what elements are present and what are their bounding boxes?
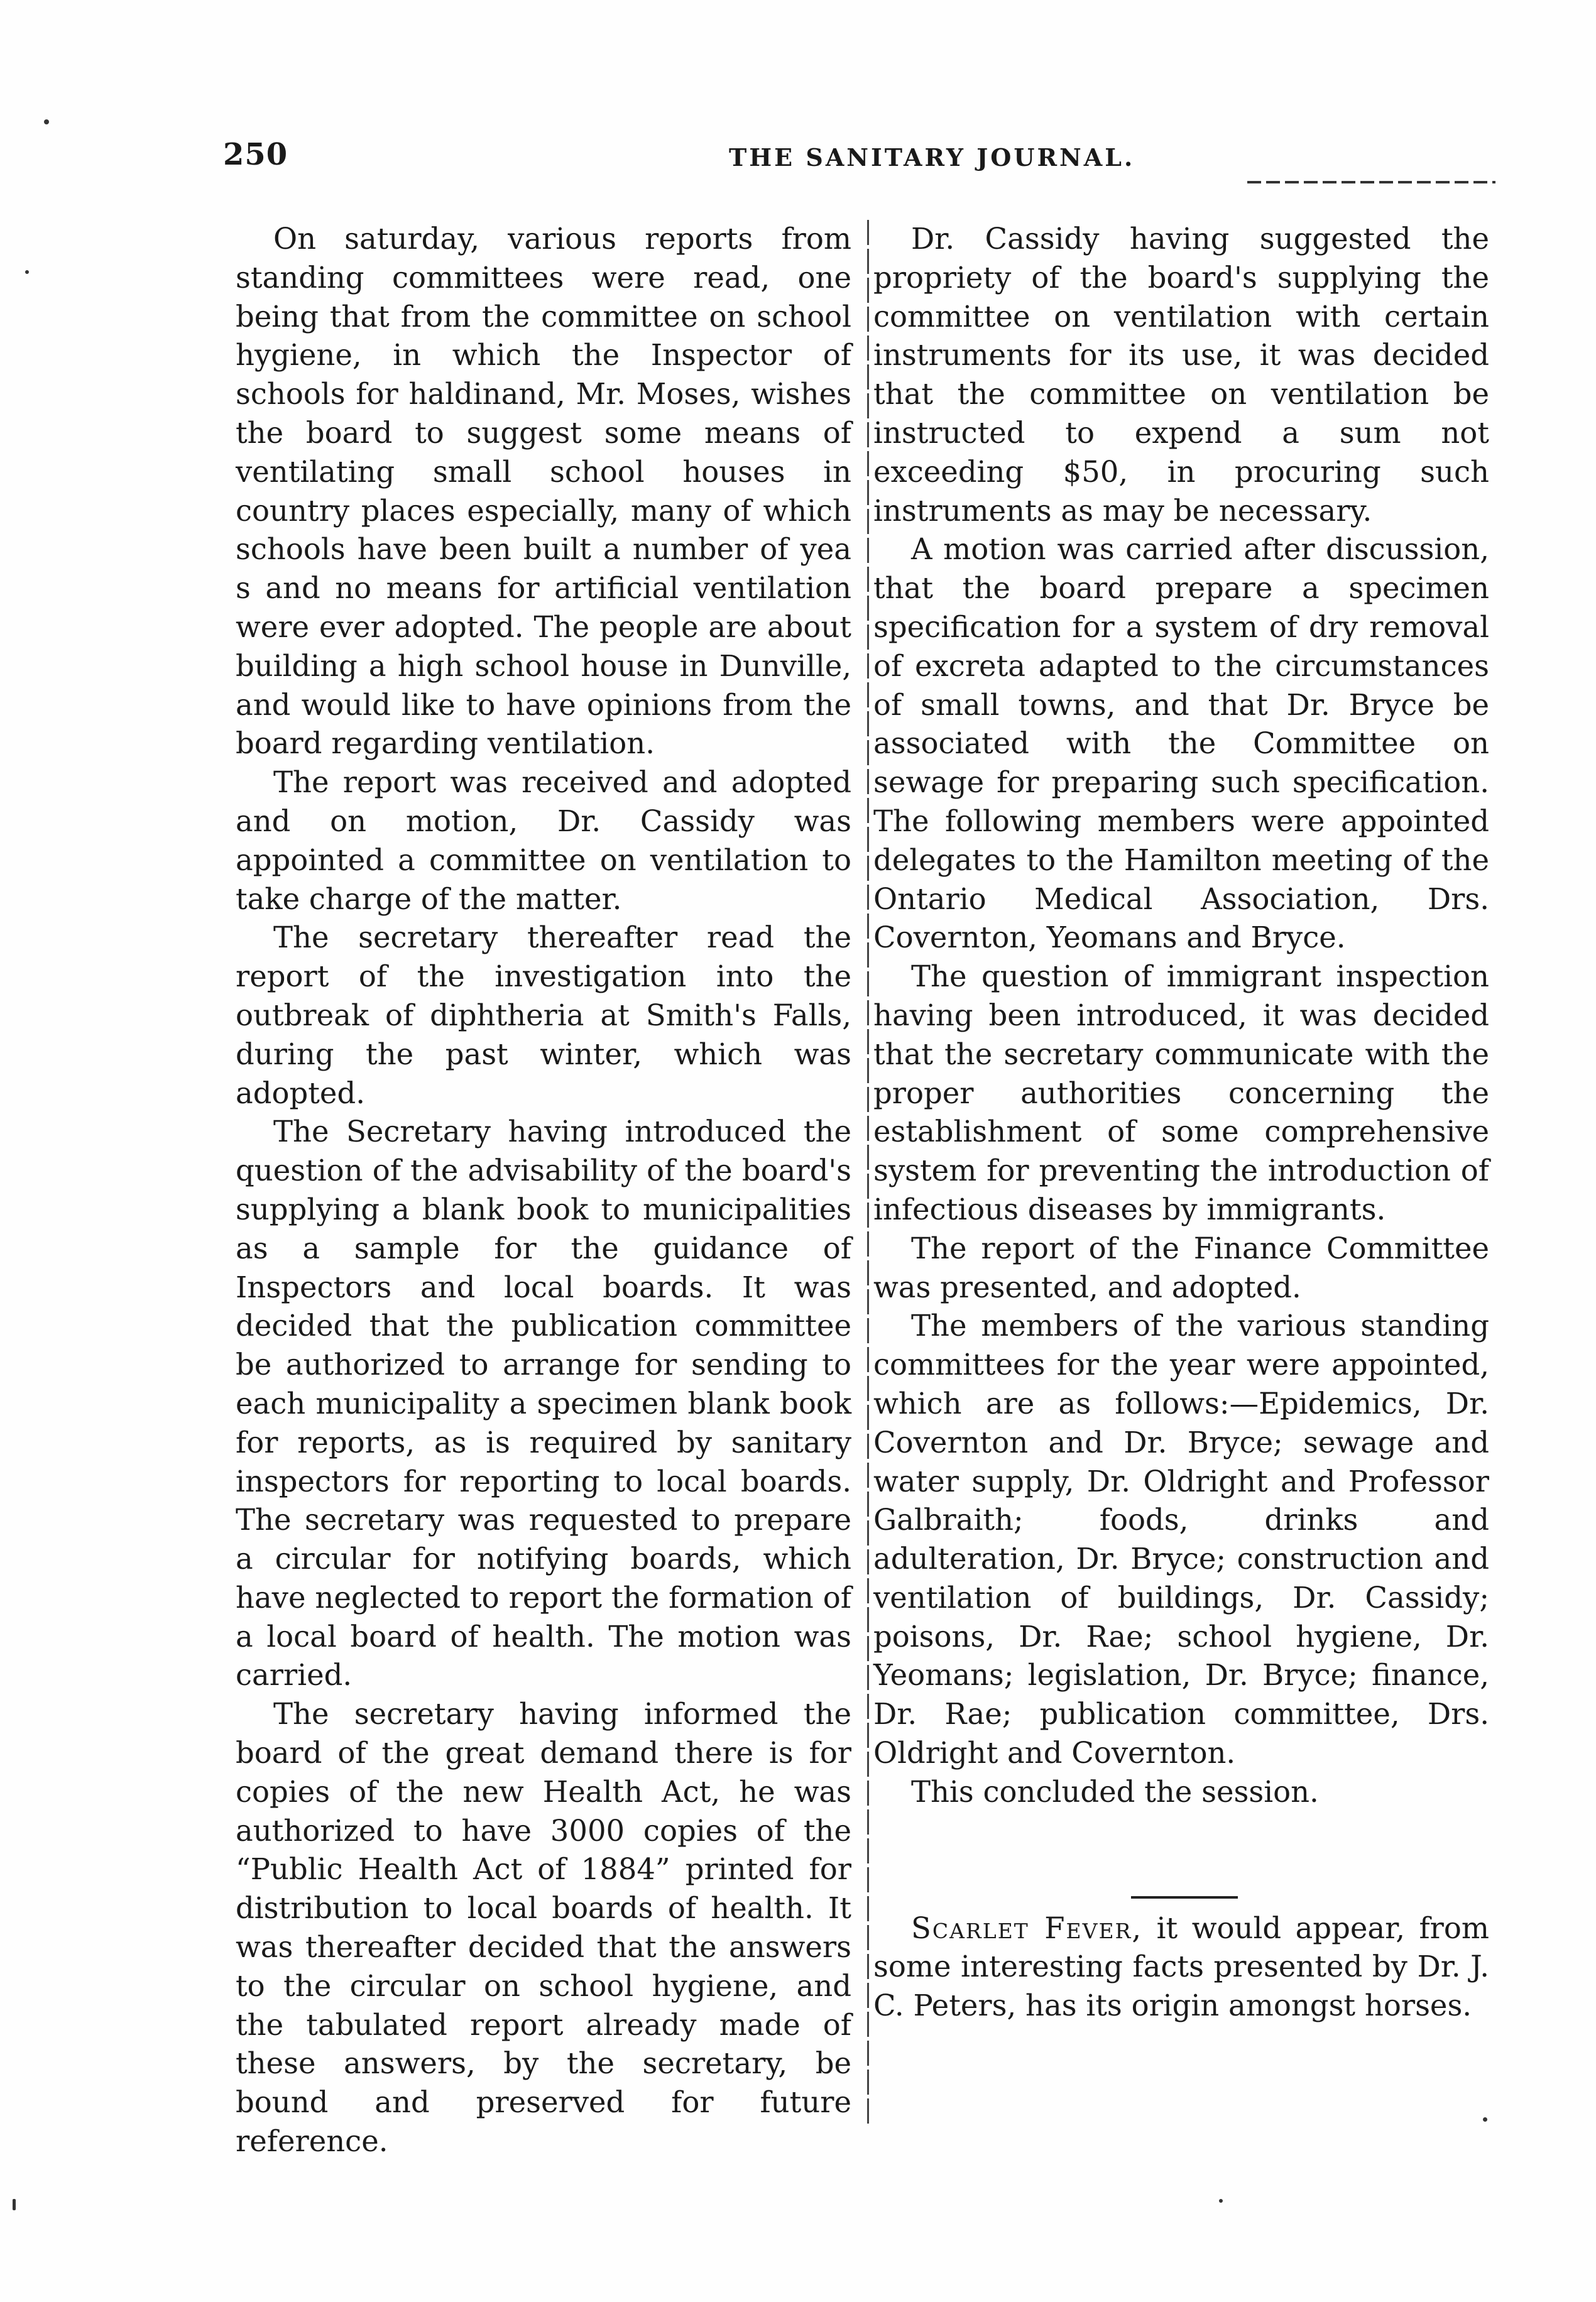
print-speck <box>1483 2117 1487 2122</box>
paragraph-committee-reports: On saturday, various reports from standing committees were read, one being that from the committee on school hygiene, in which the Inspector of schools for haldinand, Mr. Moses, wishes the board to suggest some means of ventilating small school houses in country places especially, many of which schools have been built a number of yea s and no means for artificial ventilation were ever adopted. The people are about building a high school house in Dunville, and would like to have opinions from the board regarding ventilation. <box>236 222 851 761</box>
paragraph-scarlet-fever <box>873 1909 1489 2026</box>
paragraph-immigrant-inspection: The question of immigrant inspection having been introduced, it was decided that the secretary communicate with the proper authorities concerning the establishment of some comprehensive system for preventing the introduction of infectious diseases by immigrants. <box>873 959 1489 1226</box>
header-rule <box>1247 181 1495 183</box>
paragraph-ventilation-instruments: Dr. Cassidy having suggested the propriety of the board's supplying the committee on ventilation with certain instruments for its use, it was decided that the committee on ventilation be instructed to expend a sum not exceeding $50, in procuring such instruments as may be necessary. <box>873 222 1489 528</box>
paragraph-standing-committees: The members of the various standing committees for the year were appointed, which are as follows:—Epidemics, Dr. Covernton and Dr. Bryce; sewage and water supply, Dr. Oldright and Professor Galbraith; foods, drinks and adulteration, Dr. Bryce; construction and ventilation of buildings, Dr. Cassidy; poisons, Dr. Rae; school hygiene, Dr. Yeomans; legislation, Dr. Bryce; finance, Dr. Rae; publication committee, Drs. Oldright and Covernton. <box>873 1309 1489 1770</box>
paragraph-session-concluded: This concluded the session. <box>911 1774 1319 1809</box>
left-column <box>236 220 851 2161</box>
paragraph-health-act-copies: The secretary having informed the board of the great demand there is for copies of the new Health Act, he was authorized to have 3000 copies of the “Public Health Act of 1884” printed for distribution to local boards of health. It was thereafter decided that the answers to the circular on school hygiene, and the tabulated report already made of these answers, by the secretary, be bound and preserved for future reference. <box>236 1697 851 2159</box>
paragraph-report-adopted: The report was received and adopted and on motion, Dr. Cassidy was appointed a committee on ventilation to take charge of the matter. <box>236 765 851 916</box>
section-divider-rule <box>1131 1896 1238 1899</box>
paragraph-finance-report: The report of the Finance Committee was presented, and adopted. <box>873 1231 1489 1304</box>
print-speck <box>25 270 29 274</box>
print-speck <box>44 119 49 124</box>
print-speck <box>13 2199 16 2210</box>
column-divider <box>867 220 869 2124</box>
paragraph-diphtheria-report: The secretary thereafter read the report of the investigation into the outbreak of diphtheria at Smith's Falls, during the past winter, which was adopted. <box>236 920 851 1110</box>
right-column <box>873 220 1489 2026</box>
scarlet-fever-text: it would appear, from some interesting facts presented by Dr. J. C. Peters, has its origin amongst horses. <box>873 1911 1489 2023</box>
running-title: THE SANITARY JOURNAL. <box>729 143 1135 172</box>
paragraph-blank-book: The Secretary having introduced the question of the advisability of the board's supplying a blank book to municipalities as a sample for the guidance of Inspectors and local boards. It was decided that the publication committee be authorized to arrange for sending to each municipality a specimen blank book for reports, as is required by sanitary inspectors for reporting to local boards. The secretary was requested to prepare a circular for notifying boards, which have neglected to report the formation of a local board of health. The motion was carried. <box>236 1115 851 1693</box>
paragraph-dry-removal: A motion was carried after discussion, that the board prepare a specimen specification for a system of dry removal of excreta adapted to the circumstances of small towns, and that Dr. Bryce be associated with the Committee on sewage for preparing such specification. The following members were appointed delegates to the Hamilton meeting of the Ontario Medical Association, Drs. Covernton, Yeomans and Bryce. <box>873 532 1489 955</box>
print-speck <box>1219 2199 1223 2203</box>
scarlet-fever-lead: Scarlet Fever, <box>911 1911 1143 1945</box>
page-number: 250 <box>223 137 288 172</box>
